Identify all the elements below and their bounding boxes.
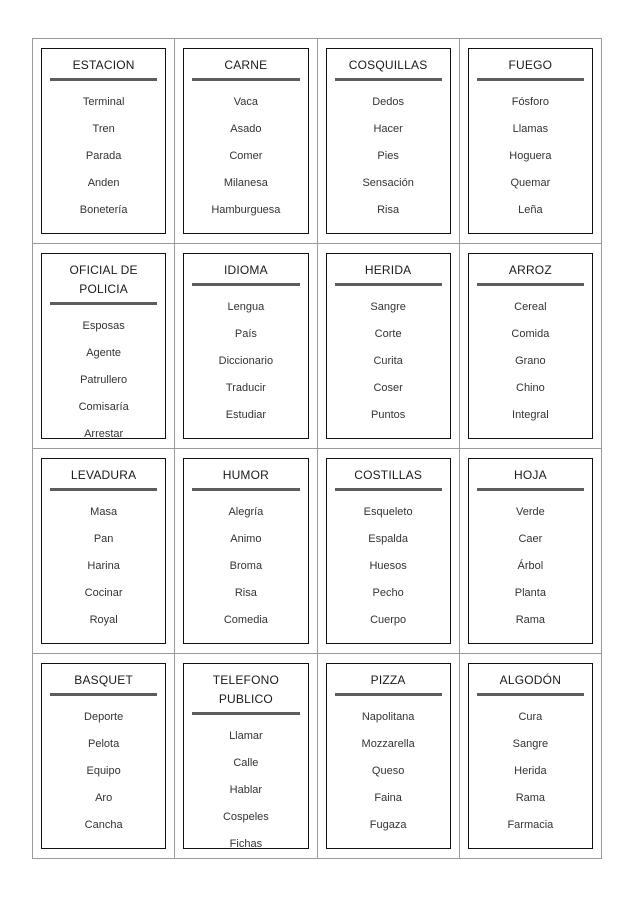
word-item: Rama	[515, 792, 546, 804]
word-list	[469, 704, 592, 839]
word-item: Queso	[371, 765, 405, 777]
word-item: Risa	[377, 204, 400, 216]
card-title: FUEGO	[508, 58, 553, 72]
word-list	[42, 499, 165, 634]
word-card	[468, 48, 593, 234]
word-list	[327, 499, 450, 634]
word-item: Parada	[85, 150, 122, 162]
word-item: Calle	[233, 757, 259, 769]
word-item: Comisaría	[78, 401, 129, 413]
card-title: ALGODÓN	[499, 673, 562, 687]
word-card	[468, 663, 593, 849]
word-item: Anden	[87, 177, 120, 189]
card-cell	[175, 449, 317, 654]
card-cell	[460, 244, 602, 449]
word-item: Masa	[90, 506, 118, 518]
word-item: Cancha	[84, 819, 123, 831]
card-title: COSQUILLAS	[348, 58, 428, 72]
word-item: Leña	[518, 204, 543, 216]
word-item: Chino	[516, 382, 545, 394]
card-cell	[460, 654, 602, 859]
word-item: Fichas	[229, 838, 263, 850]
card-cell	[318, 244, 460, 449]
word-list	[469, 89, 592, 224]
title-rule	[50, 693, 157, 696]
word-list	[327, 704, 450, 839]
word-item: Comedia	[223, 614, 268, 626]
word-item: Hacer	[373, 123, 403, 135]
card-title: COSTILLAS	[354, 468, 423, 482]
word-item: Dedos	[372, 96, 405, 108]
word-card	[183, 663, 308, 849]
word-item: Comida	[511, 328, 550, 340]
word-list	[184, 294, 307, 429]
word-list	[42, 704, 165, 839]
word-card	[41, 663, 166, 849]
card-title: ARROZ	[508, 263, 552, 277]
word-item: Sangre	[370, 301, 406, 313]
card-cell	[460, 449, 602, 654]
word-item: Estudiar	[225, 409, 267, 421]
word-item: Bonetería	[79, 204, 128, 216]
word-item: Faina	[374, 792, 402, 804]
card-cell	[175, 39, 317, 244]
word-item: Fósforo	[511, 96, 550, 108]
card-sheet	[32, 38, 602, 859]
word-item: Agente	[86, 347, 122, 359]
word-card	[183, 458, 308, 644]
word-item: Alegría	[228, 506, 264, 518]
title-rule	[192, 712, 299, 715]
word-item: Corte	[374, 328, 402, 340]
word-item: Verde	[516, 506, 545, 518]
card-title: OFICIAL DE POLICIA	[69, 263, 138, 296]
word-item: Vaca	[233, 96, 258, 108]
word-item: Pelota	[88, 738, 120, 750]
word-item: Napolitana	[361, 711, 415, 723]
word-list	[184, 89, 307, 224]
title-rule	[50, 302, 157, 305]
word-item: Cura	[518, 711, 543, 723]
word-item: Risa	[234, 587, 257, 599]
word-item: Royal	[89, 614, 118, 626]
card-cell	[460, 39, 602, 244]
card-title: HERIDA	[364, 263, 412, 277]
word-card	[183, 253, 308, 439]
title-rule	[477, 693, 584, 696]
word-item: Mozzarella	[361, 738, 415, 750]
word-list	[469, 294, 592, 429]
card-cell	[175, 654, 317, 859]
word-item: Cospeles	[222, 811, 269, 823]
title-rule	[50, 488, 157, 491]
word-list	[469, 499, 592, 634]
title-rule	[335, 693, 442, 696]
word-item: Fugaza	[369, 819, 407, 831]
word-item: Cereal	[514, 301, 547, 313]
card-cell	[33, 654, 175, 859]
word-item: Broma	[229, 560, 263, 572]
title-rule	[192, 488, 299, 491]
word-item: Grano	[515, 355, 546, 367]
word-item: Tren	[92, 123, 115, 135]
word-item: Animo	[230, 533, 262, 545]
title-rule	[477, 488, 584, 491]
word-item: Quemar	[510, 177, 551, 189]
word-card	[41, 48, 166, 234]
word-item: Sangre	[512, 738, 549, 750]
word-item: Espalda	[368, 533, 408, 545]
title-rule	[335, 78, 442, 81]
card-cell	[33, 244, 175, 449]
word-item: Aro	[95, 792, 113, 804]
word-item: Milanesa	[223, 177, 268, 189]
word-item: Asado	[230, 123, 262, 135]
card-cell	[33, 449, 175, 654]
card-title: IDIOMA	[223, 263, 268, 277]
word-card	[183, 48, 308, 234]
word-item: Integral	[512, 409, 549, 421]
word-list	[327, 89, 450, 224]
word-item: Esqueleto	[363, 506, 413, 518]
word-card	[41, 253, 166, 439]
card-title: HUMOR	[222, 468, 270, 482]
card-cell	[175, 244, 317, 449]
word-item: Coser	[373, 382, 403, 394]
word-item: Comer	[229, 150, 263, 162]
card-title: ESTACION	[72, 58, 135, 72]
card-title: CARNE	[224, 58, 268, 72]
card-cell	[318, 654, 460, 859]
word-card	[326, 458, 451, 644]
word-list	[184, 723, 307, 858]
word-card	[41, 458, 166, 644]
word-item: Rama	[515, 614, 546, 626]
word-item: Llamas	[512, 123, 549, 135]
word-item: Herida	[514, 765, 547, 777]
word-card	[468, 458, 593, 644]
title-rule	[477, 283, 584, 286]
title-rule	[192, 283, 299, 286]
word-item: Puntos	[371, 409, 406, 421]
word-item: Planta	[514, 587, 546, 599]
card-title: PIZZA	[370, 673, 406, 687]
word-list	[42, 89, 165, 224]
card-title: HOJA	[513, 468, 547, 482]
word-item: Traducir	[225, 382, 266, 394]
word-item: Farmacia	[507, 819, 554, 831]
word-item: Curita	[373, 355, 403, 367]
card-title: BASQUET	[74, 673, 133, 687]
card-cell	[318, 449, 460, 654]
word-item: Hablar	[229, 784, 263, 796]
word-item: Sensación	[362, 177, 414, 189]
word-item: Huesos	[369, 560, 407, 572]
word-card	[326, 253, 451, 439]
title-rule	[50, 78, 157, 81]
card-title: TELEFONO PUBLICO	[212, 673, 280, 706]
word-item: Deporte	[84, 711, 124, 723]
word-item: Pecho	[372, 587, 404, 599]
word-item: Lengua	[227, 301, 265, 313]
word-item: Esposas	[82, 320, 125, 332]
word-item: Diccionario	[218, 355, 274, 367]
word-list	[327, 294, 450, 429]
card-cell	[318, 39, 460, 244]
card-title: LEVADURA	[70, 468, 137, 482]
word-item: Llamar	[229, 730, 263, 742]
title-rule	[335, 283, 442, 286]
word-item: Harina	[87, 560, 120, 572]
word-item: Hamburguesa	[211, 204, 281, 216]
word-item: Cocinar	[84, 587, 123, 599]
word-card	[326, 48, 451, 234]
word-list	[42, 313, 165, 448]
word-card	[468, 253, 593, 439]
word-item: Arrestar	[84, 428, 124, 440]
title-rule	[335, 488, 442, 491]
title-rule	[192, 78, 299, 81]
word-item: Caer	[518, 533, 543, 545]
word-item: Pan	[93, 533, 114, 545]
card-cell	[33, 39, 175, 244]
word-item: Hoguera	[509, 150, 552, 162]
word-item: Pies	[377, 150, 399, 162]
word-card	[326, 663, 451, 849]
word-item: Patrullero	[80, 374, 128, 386]
word-item: Equipo	[86, 765, 121, 777]
word-list	[184, 499, 307, 634]
word-item: País	[234, 328, 257, 340]
word-item: Cuerpo	[370, 614, 407, 626]
word-item: Terminal	[82, 96, 125, 108]
word-item: Árbol	[517, 560, 544, 572]
title-rule	[477, 78, 584, 81]
